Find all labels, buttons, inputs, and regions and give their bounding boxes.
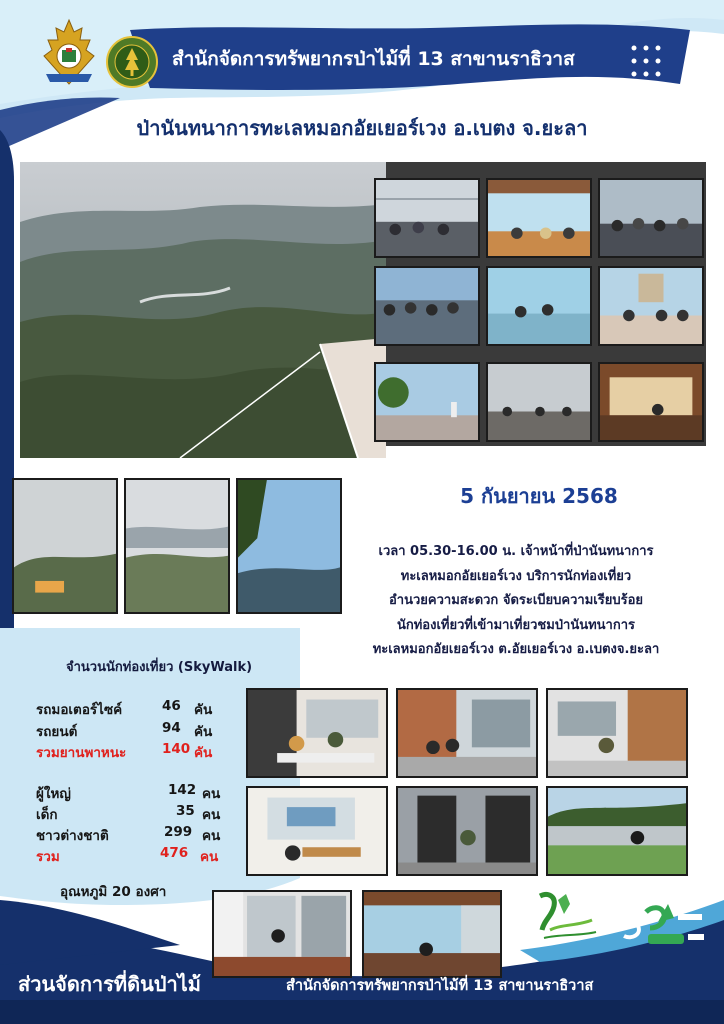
stat-label: รวม <box>36 849 60 865</box>
description-line: อำนวยความสะดวก จัดระเบียบความเรียบร้อย <box>389 593 643 608</box>
stat-row-motorcycles <box>36 698 236 720</box>
stat-value: 140 <box>162 741 191 757</box>
event-date: 5 กันยายน 2568 <box>460 484 618 508</box>
grid-photo-2 <box>486 178 592 258</box>
stat-value: 476 <box>160 845 189 861</box>
stat-unit: คน <box>200 849 219 865</box>
stat-value: 142 <box>168 782 197 798</box>
activity-photo-5 <box>396 786 538 876</box>
event-description <box>346 540 686 664</box>
description-line: ทะเลหมอกอัยเยอร์เวง บริการนักท่องเที่ยว <box>400 568 632 584</box>
fog-photo-1 <box>12 478 118 614</box>
description-line: นักท่องเที่ยวที่เข้ามาเที่ยวชมป่านันทนาการ <box>396 617 636 633</box>
description-line: ทะเลหมอกอัยเยอร์เวง ต.อัยเยอร์เวง อ.เบตงจ.ยะลา <box>372 642 660 657</box>
stats-title: จำนวนนักท่องเที่ยว (SkyWalk) <box>66 660 253 675</box>
hero-skywalk-photo <box>20 162 386 458</box>
stat-unit: คัน <box>194 724 213 740</box>
stat-label: ผู้ใหญ่ <box>36 786 71 802</box>
grid-photo-9 <box>598 362 704 442</box>
grid-photo-8 <box>486 362 592 442</box>
stat-unit: คน <box>202 807 221 823</box>
rak-pa-save-life-logo <box>618 898 708 950</box>
stat-row-cars <box>36 720 236 742</box>
royal-emblem-logo <box>38 18 100 86</box>
stat-value: 46 <box>162 698 181 714</box>
stat-row-children <box>36 803 236 825</box>
stat-label: รถยนต์ <box>36 724 78 740</box>
decorative-dots <box>628 42 672 80</box>
bottom-photo-2 <box>362 890 502 978</box>
activity-photo-4 <box>246 786 388 876</box>
grid-photo-6 <box>598 266 704 346</box>
stat-unit: คัน <box>194 702 213 718</box>
fog-photo-3 <box>236 478 342 614</box>
recreation-forest-logo <box>530 890 602 948</box>
bottom-photo-1 <box>212 890 352 978</box>
stat-label: รวมยานพาหนะ <box>36 745 127 761</box>
stat-row-vehicles-total <box>36 741 236 763</box>
temperature-text: อุณหภูมิ 20 องศา <box>60 884 167 900</box>
fog-photo-2 <box>124 478 230 614</box>
stat-label: ชาวต่างชาติ <box>36 828 109 844</box>
grid-photo-4 <box>374 266 480 346</box>
activity-photo-3 <box>546 688 688 778</box>
stat-row-adults <box>36 782 236 804</box>
grid-photo-7 <box>374 362 480 442</box>
stat-unit: คัน <box>194 745 213 761</box>
footer-department: ส่วนจัดการที่ดินป่าไม้ <box>18 972 201 996</box>
footer-org: สำนักจัดการทรัพยากรป่าไม้ที่ 13 สาขานราธิวาส <box>286 978 594 994</box>
stat-value: 94 <box>162 720 181 736</box>
activity-photo-2 <box>396 688 538 778</box>
grid-photo-5 <box>486 266 592 346</box>
stat-row-people-total <box>36 845 236 867</box>
stat-value: 35 <box>176 803 195 819</box>
stat-value: 299 <box>164 824 193 840</box>
grid-photo-3 <box>598 178 704 258</box>
stat-label: รถมอเตอร์ไซค์ <box>36 702 123 718</box>
stat-unit: คน <box>202 786 221 802</box>
activity-photo-6 <box>546 786 688 876</box>
activity-photo-1 <box>246 688 388 778</box>
description-line: เวลา 05.30-16.00 น. เจ้าหน้าที่ป่านันทนาการ <box>378 544 654 559</box>
main-title: ป่านันทนาการทะเลหมอกอัยเยอร์เวง อ.เบตง จ.ยะลา <box>136 116 588 140</box>
grid-photo-1 <box>374 178 480 258</box>
stat-unit: คน <box>202 828 221 844</box>
stat-row-foreigners <box>36 824 236 846</box>
stat-label: เด็ก <box>36 807 58 823</box>
forest-department-logo <box>106 36 158 88</box>
org-title: สำนักจัดการทรัพยากรป่าไม้ที่ 13 สาขานราธิวาส <box>172 48 575 70</box>
